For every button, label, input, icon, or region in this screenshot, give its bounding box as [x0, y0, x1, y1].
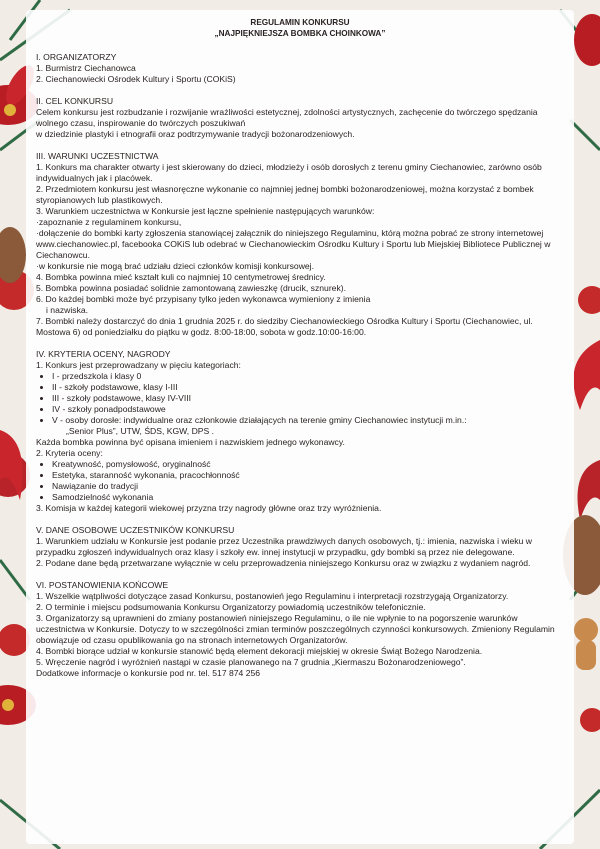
paragraph: 4. Bombki biorące udział w konkursie stanowić będą element dekoracji miejskiej w okresie Świąt Bożego Narodzenia.	[36, 646, 483, 656]
list-item: • IV - szkoły ponadpodstawowe	[52, 404, 564, 415]
list-item: • Estetyka, staranność wykonania, pracochłonność	[52, 470, 564, 481]
section-criteria	[36, 349, 564, 514]
paragraph: 1. Konkurs ma charakter otwarty i jest skierowany do dzieci, młodzieży i osób dorosłych z terenu gminy Ciechanowiec, zarówno osób indywidualnych jak i placówek.	[36, 162, 542, 183]
title-line-2: „NAJPIĘKNIEJSZA BOMBKA CHOINKOWA”	[214, 28, 386, 38]
section-goal	[36, 96, 564, 140]
section-conditions	[36, 151, 564, 338]
paragraph: Celem konkursu jest rozbudzanie i rozwijanie wrażliwości estetycznej, zdolności artystycznych, zachęcenie do twórczego spędzania wolnego czasu, inspirowanie do twórczych poszukiwań	[36, 107, 538, 128]
paragraph: ·w konkursie nie mogą brać udziału dzieci członków komisji konkursowej.	[36, 261, 314, 271]
gingerbread-icon	[574, 618, 598, 670]
paragraph: 6. Do każdej bombki może być przypisany tylko jeden wykonawca wymieniony z imienia	[36, 294, 371, 304]
criteria-list	[36, 459, 564, 503]
paragraph: 7. Bombki należy dostarczyć do dnia 1 grudnia 2025 r. do siedziby Ciechanowieckiego Ośrodka Kultury i Sportu (Ciechanowiec, ul. Mostowa 6) od poniedziałku do piątku w godz. 8:00-18:00, sobota w godz.10:00-16:00.	[36, 316, 533, 337]
list-item: • II - szkoły podstawowe, klasy I-III	[52, 382, 564, 393]
section-personal-data	[36, 525, 564, 569]
paragraph: 2. Przedmiotem konkursu jest własnoręczne wykonanie co najmniej jednej bombki bożonarodzeniowej, można korzystać z bombek styropianowych lub plastikowych.	[36, 184, 534, 205]
paragraph: 5. Bombka powinna posiadać solidnie zamontowaną zawieszkę (drucik, sznurek).	[36, 283, 347, 293]
paragraph: 1. Burmistrz Ciechanowca	[36, 63, 136, 73]
paragraph: ·dołączenie do bombki karty zgłoszenia stanowiącej załącznik do niniejszego Regulaminu, którą można pobrać ze strony internetowej www.ciechanowiec.pl, facebooka COKiS lub odebrać w Ciechanowieckim Ośrodku Kultury i Sportu lub Miejskiej Bibliotece Publicznej w Ciechanowcu.	[36, 228, 551, 260]
list-item: • Kreatywność, pomysłowość, oryginalność	[52, 459, 564, 470]
paragraph: 5. Wręczenie nagród i wyróżnień nastąpi w czasie planowanego na 7 grudnia „Kiermaszu Bożonarodzeniowego”.	[36, 657, 466, 667]
paragraph: „Senior Plus”, UTW, ŚDS, KGW, DPS .	[66, 426, 215, 436]
document-title	[36, 18, 564, 39]
section-heading: I. ORGANIZATORZY	[36, 52, 117, 62]
paragraph: 2. Kryteria oceny:	[36, 448, 103, 458]
paragraph: 4. Bombka powinna mieć kształt kuli co najmniej 10 centymetrowej średnicy.	[36, 272, 326, 282]
contact-line: Dodatkowe informacje o konkursie pod nr. tel. 517 874 256	[36, 668, 261, 678]
list-item: • Nawiązanie do tradycji	[52, 481, 564, 492]
list-item: • V - osoby dorosłe: indywidualne oraz członkowie działających na terenie gminy Ciechanowiec instytucji m.in.:	[52, 415, 564, 426]
paragraph: 2. Podane dane będą przetwarzane wyłącznie w celu przeprowadzenia niniejszego Konkursu oraz w związku z wydaniem nagród.	[36, 558, 531, 568]
paragraph: 3. Komisja w każdej kategorii wiekowej przyzna trzy nagrody główne oraz trzy wyróżnienia.	[36, 503, 382, 513]
section-heading: II. CEL KONKURSU	[36, 96, 114, 106]
section-heading: V. DANE OSOBOWE UCZESTNIKÓW KONKURSU	[36, 525, 235, 535]
paragraph: 2. O terminie i miejscu podsumowania Konkursu Organizatorzy powiadomią uczestników telefonicznie.	[36, 602, 426, 612]
paragraph: w dziedzinie plastyki i etnografii oraz podtrzymywanie tradycji bożonarodzeniowych.	[36, 129, 355, 139]
section-heading: VI. POSTANOWIENIA KOŃCOWE	[36, 580, 169, 590]
category-list	[36, 371, 564, 426]
paragraph: 3. Warunkiem uczestnictwa w Konkursie jest łączne spełnienie następujących warunków:	[36, 206, 375, 216]
paragraph: i nazwiska.	[46, 305, 89, 315]
paragraph: 1. Konkurs jest przeprowadzany w pięciu kategoriach:	[36, 360, 241, 370]
section-organizers	[36, 52, 564, 85]
paragraph: 3. Organizatorzy są uprawnieni do zmiany postanowień niniejszego Regulaminu, o ile nie wpłynie to na pogorszenie warunków uczestnictwa w Konkursie. Dotyczy to w szczególności zmian terminów poszczególnych czynności konkursowych. Zmieniony Regulamin obowiązuje od czasu opublikowania go na stronach internetowych Organizatorów.	[36, 613, 555, 645]
section-heading: IV. KRYTERIA OCENY, NAGRODY	[36, 349, 171, 359]
paragraph: 2. Ciechanowiecki Ośrodek Kultury i Sportu (COKiS)	[36, 74, 236, 84]
section-final-provisions	[36, 580, 564, 679]
title-line-1: REGULAMIN KONKURSU	[250, 18, 350, 27]
regulations-document	[36, 18, 564, 690]
list-item: • III - szkoły podstawowe, klasy IV-VIII	[52, 393, 564, 404]
paragraph: 1. Wszelkie wątpliwości dotyczące zasad Konkursu, postanowień jego Regulaminu i interpretacji rozstrzygają Organizatorzy.	[36, 591, 509, 601]
paragraph: ·zapoznanie z regulaminem konkursu,	[36, 217, 182, 227]
paragraph: Każda bombka powinna być opisana imieniem i nazwiskiem jednego wykonawcy.	[36, 437, 345, 447]
section-heading: III. WARUNKI UCZESTNICTWA	[36, 151, 159, 161]
list-item: • I - przedszkola i klasy 0	[52, 371, 564, 382]
paragraph: 1. Warunkiem udziału w Konkursie jest podanie przez Uczestnika prawdziwych danych osobowych, tj.: imienia, nazwiska i wieku w przypadku zgłoszeń indywidualnych oraz klasy i szkoły ew. innej instytucji w przypadku, gdy bombki są przez nie delegowane.	[36, 536, 532, 557]
list-item: • Samodzielność wykonania	[52, 492, 564, 503]
